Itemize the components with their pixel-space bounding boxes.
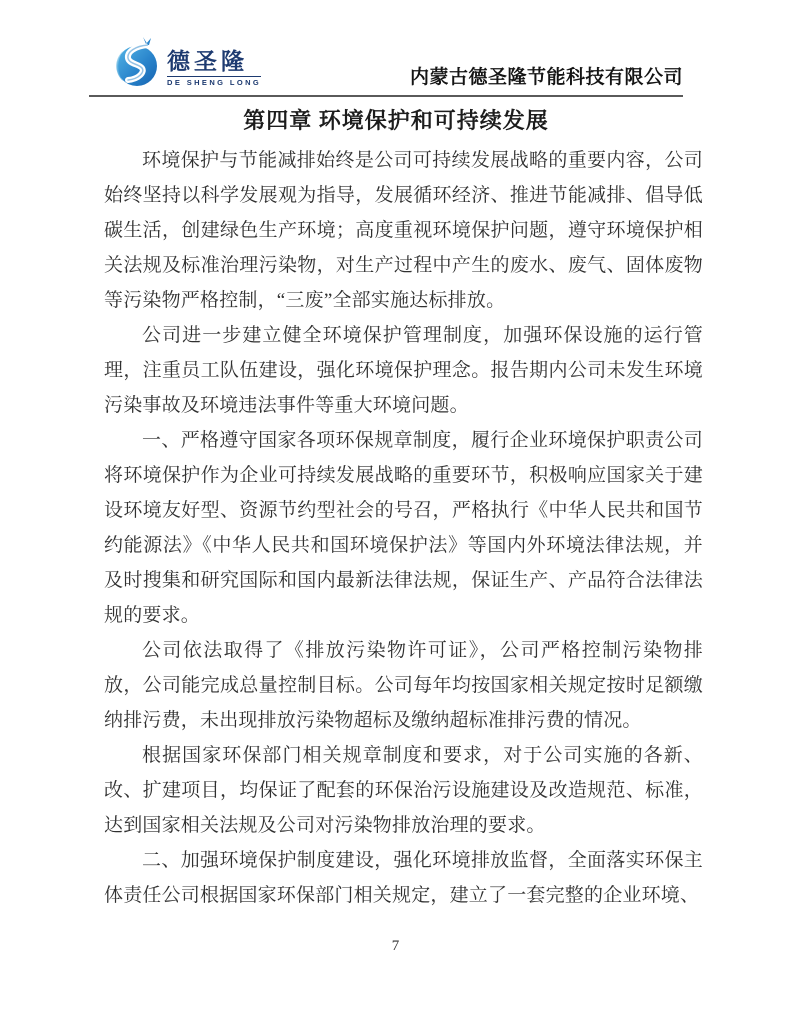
paragraph: 公司进一步建立健全环境保护管理制度，加强环保设施的运行管理，注重员工队伍建设，强化环境保护理念。报告期内公司未发生环境污染事故及环境违法事件等重大环境问题。 — [104, 325, 703, 416]
page-number: 7 — [391, 938, 400, 954]
logo-text-en: DE SHENG LONG — [167, 78, 262, 87]
logo-text-cn: 德圣隆 — [167, 48, 248, 74]
paragraph: 根据国家环保部门相关规章制度和要求，对于公司实施的各新、改、扩建项目，均保证了配套的环保治污设施建设及改造规范、标准，达到国家相关法规及公司对污染物排放治理的要求。 — [104, 745, 703, 836]
document-body — [104, 143, 703, 913]
dragon-globe-logo-icon — [115, 36, 161, 88]
paragraph: 二、加强环境保护制度建设，强化环境排放监督，全面落实环保主体责任公司根据国家环保部门相关规定，建立了一套完整的企业环境、 — [104, 850, 703, 906]
page-header — [89, 0, 683, 97]
header-divider — [89, 95, 683, 97]
paragraph: 环境保护与节能减排始终是公司可持续发展战略的重要内容，公司始终坚持以科学发展观为指导，发展循环经济、推进节能减排、倡导低碳生活，创建绿色生产环境；高度重视环境保护问题，遵守环境保护相关法规及标准治理污染物，对生产过程中产生的废水、废气、固体废物等污染物严格控制，“三废”全部实施达标排放。 — [104, 150, 703, 311]
company-name: 内蒙古德圣隆节能科技有限公司 — [409, 67, 683, 88]
chapter-title: 第四章 环境保护和可持续发展 — [243, 108, 549, 133]
company-logo — [115, 36, 261, 88]
paragraph: 一、严格遵守国家各项环保规章制度，履行企业环境保护职责公司将环境保护作为企业可持续发展战略的重要环节，积极响应国家关于建设环境友好型、资源节约型社会的号召，严格执行《中华人民共和国节约能源法》《中华人民共和国环境保护法》等国内外环境法律法规，并及时搜集和研究国际和国内最新法律法规，保证生产、产品符合法律法规的要求。 — [104, 430, 703, 626]
logo-wordmark — [167, 50, 261, 87]
paragraph: 公司依法取得了《排放污染物许可证》，公司严格控制污染物排放，公司能完成总量控制目标。公司每年均按国家相关规定按时足额缴纳排污费，未出现排放污染物超标及缴纳超标准排污费的情况。 — [104, 640, 703, 731]
